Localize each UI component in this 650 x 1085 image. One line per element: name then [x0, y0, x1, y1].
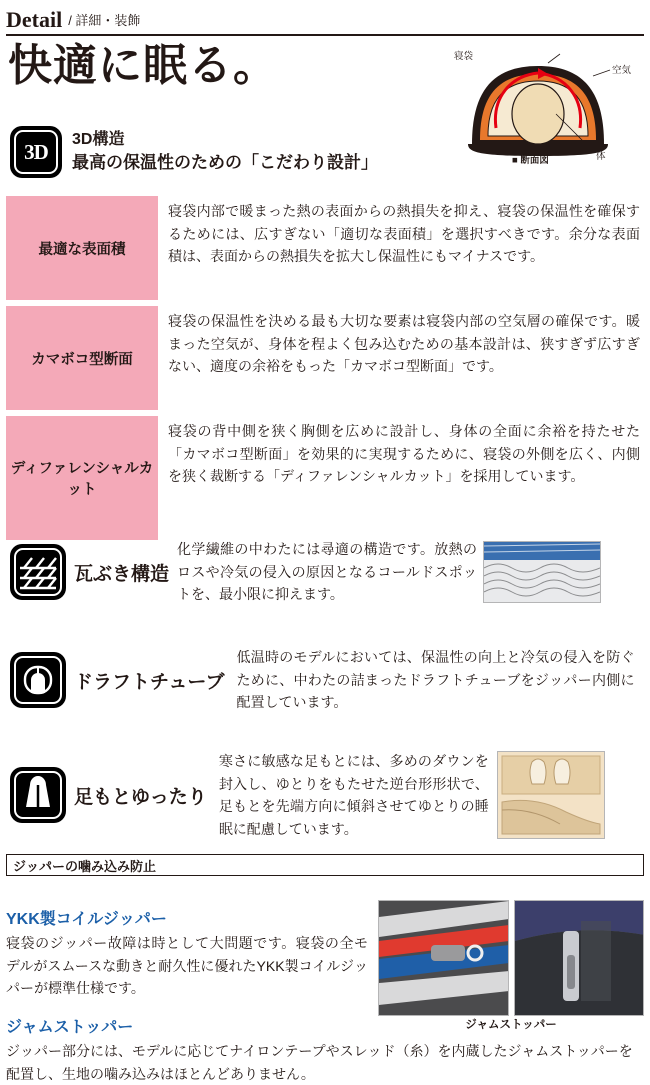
- three-d-structure-block: [10, 126, 450, 178]
- table-row: [6, 306, 644, 410]
- kawabuki-photo-illustration: [484, 542, 600, 602]
- feature-kawabuki: [10, 538, 640, 606]
- draft-tube-icon: [10, 652, 66, 708]
- ykk-text: 寝袋のジッパー故障は時として大問題です。寝袋の全モデルがスムースな動きと耐久性に優れたYKK製コイルジッパーが標準仕様です。: [6, 935, 368, 997]
- zipper-photo-caption: ジャムストッパー: [465, 1019, 557, 1031]
- kawabuki-icon: [10, 544, 66, 600]
- jam-stopper-heading: ジャムストッパー: [6, 1019, 134, 1036]
- feature-draft-tube: [10, 646, 640, 714]
- row-title: 最適な表面積: [6, 196, 158, 300]
- foot-room-icon: [10, 767, 66, 823]
- zipper-photos: [378, 900, 644, 1016]
- page-headline: 快適に眠る。: [8, 41, 278, 90]
- jam-stopper-text: ジッパー部分には、モデルに応じてナイロンテープやスレッド（糸）を内蔵したジャムストッパーを配置し、生地の噛み込みはほとんどありません。: [6, 1043, 633, 1082]
- feature-title: 足もとゆったり: [74, 786, 207, 808]
- zipper-section-title: ジッパーの噛み込み防止: [13, 858, 157, 874]
- row-title: カマボコ型断面: [6, 306, 158, 410]
- feature-foot-room: [10, 750, 640, 841]
- three-d-line2: 最高の保温性のための「こだわり設計」: [72, 152, 378, 172]
- row-title: ディファレンシャルカット: [6, 416, 158, 540]
- row-text: 寝袋の保温性を決める最も大切な要素は寝袋内部の空気層の確保です。暖まった空気が、身体を程よく包み込むための基本設計は、狭すぎず広すぎない、適度の余裕をもった「カマボコ型断面」です。: [168, 313, 640, 375]
- three-d-line1: 3D構造: [72, 131, 125, 149]
- zipper-section-bar: [6, 854, 644, 876]
- header-title-ja: / 詳細・装飾: [68, 13, 141, 28]
- kawabuki-photo: [483, 541, 601, 603]
- zipper-photo-left-illustration: [379, 901, 509, 1015]
- 3d-badge-icon: [10, 126, 62, 178]
- feature-title: 瓦ぶき構造: [74, 563, 170, 585]
- header-title-en: Detail: [6, 7, 63, 32]
- draft-tube-glyph: [10, 652, 66, 708]
- foot-room-photo: [497, 751, 605, 839]
- table-row: [6, 416, 644, 540]
- table-row: [6, 196, 644, 300]
- zipper-photo-right: [514, 900, 645, 1016]
- three-d-text: [72, 129, 378, 174]
- ykk-heading: YKK製コイルジッパー: [6, 911, 167, 928]
- foot-room-photo-illustration: [498, 752, 604, 838]
- foot-room-glyph: [10, 767, 66, 823]
- row-text: 寝袋内部で暖まった熱の表面からの熱損失を抑え、寝袋の保温性を確保するためには、広すぎない「適切な表面積」を選択すべきです。余分な表面積は、表面からの熱損失を拡大し保温性にもマイナスです。: [168, 203, 640, 265]
- feature-text: 低温時のモデルにおいては、保温性の向上と冷気の侵入を防ぐために、中わたの詰まったドラフトチューブをジッパー内側に配置しています。: [236, 649, 635, 711]
- zipper-photo-right-illustration: [515, 901, 645, 1015]
- zipper-photo-left: [378, 900, 509, 1016]
- diagram-label-body: 体: [596, 151, 606, 162]
- 3d-badge-label: 3D: [24, 139, 48, 164]
- diagram-label-air: 空気: [612, 65, 632, 76]
- kawabuki-glyph: [10, 544, 66, 600]
- features-pink-table: [6, 196, 644, 546]
- jam-stopper-block: [6, 1014, 644, 1085]
- diagram-label-sleepingbag: 寝袋: [454, 51, 474, 62]
- feature-title: ドラフトチューブ: [74, 671, 225, 693]
- feature-text: 寒さに敏感な足もとには、多めのダウンを封入し、ゆとりをもたせた逆台形形状で、足もとを先端方向に傾斜させてゆとりの睡眠に配慮しています。: [218, 753, 489, 838]
- cross-section-diagram: [452, 48, 644, 178]
- feature-text: 化学繊維の中わたには尋適の構造です。放熱のロスや冷気の侵入の原因となるコールドスポットを、最小限に抑えます。: [177, 541, 478, 603]
- ykk-zipper-block: [6, 906, 368, 1000]
- diagram-caption: ■ 断面図: [512, 155, 549, 166]
- row-text: 寝袋の背中側を狭く胸側を広めに設計し、身体の全面に余裕を持たせた「カマボコ型断面」を効果的に実現するために、寝袋の外側を広く、内側を狭く裁断する「ディファレンシャルカット」を採用しています。: [168, 423, 640, 485]
- page-header: [6, 6, 644, 36]
